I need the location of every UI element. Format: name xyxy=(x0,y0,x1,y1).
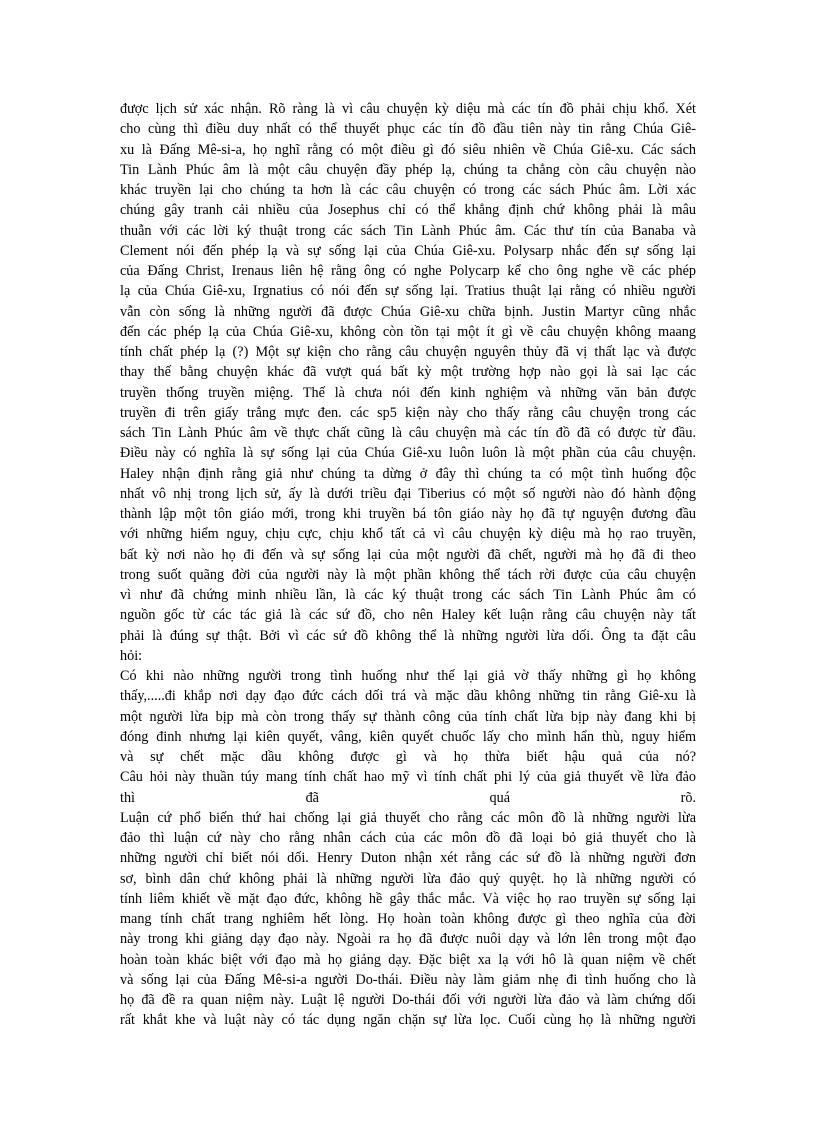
text-line: sơ, bình dân chứ không phải là những người lừa đảo quỷ quyệt. họ là những người có xyxy=(120,870,696,887)
text-line: Tin Lành Phúc âm là một câu chuyện đầy phép lạ, chúng ta chẳng còn câu chuyện nào xyxy=(120,161,696,178)
text-line: phải là đúng sự thật. Bởi vì các sứ đồ không thể là những người lừa dối. Ông ta đặt câu xyxy=(120,627,696,644)
text-line: cho cùng thì điều duy nhất có thể thuyết phục các tín đồ đầu tiên này tin rằng Chúa Giê- xyxy=(120,121,696,138)
text-line: được lịch sử xác nhận. Rõ ràng là vì câu chuyện kỳ diệu mà các tín đồ phải chịu khổ. Xét xyxy=(120,101,696,117)
text-line: truyền thống truyền miệng. Thế là chưa nói đến kinh nghiệm và những văn bản được xyxy=(120,384,696,401)
text-line: lạ của Chúa Giê-xu, Irgnatius có nói đến sự sống lại. Tratius thuật lại rằng có nhiều người xyxy=(120,283,696,300)
text-line: thì đã quá rõ. xyxy=(120,789,696,806)
text-line: này trong khi giảng dạy đạo này. Ngoài ra họ đã được nuôi dạy và lớn lên trong một đạo xyxy=(120,931,696,948)
text-line: họ đã đề ra quan niệm này. Luật lệ người Do-thái đối với người lừa đảo và làm chứng dối xyxy=(120,992,696,1008)
text-line: nhất vô nhị trong lịch sử, ấy là dưới triều đại Tiberius có một số người nào đó hành động xyxy=(120,485,696,502)
text-line: thành lập một tôn giáo mới, trong khi truyền bá tôn giáo này họ đã tự nguyện đương đầu xyxy=(120,506,696,522)
text-line: Điều này có nghĩa là sự sống lại của Chúa Giê-xu luôn luôn là một phần của câu chuyện. xyxy=(120,445,696,462)
text-line: khác truyền lại cho chúng ta hơn là các câu chuyện có trong các sách Phúc âm. Lời xác xyxy=(120,182,696,198)
text-line: Haley nhận định rằng giả như chúng ta dừng ở đây thì chúng ta có một tình huống độc xyxy=(120,465,696,482)
text-line: một người lừa bịp mà còn trong thấy sự thành công của tính chất lừa bịp này đang khi bị xyxy=(120,708,696,725)
text-line: Clement nói đến phép lạ và sự sống lại của Chúa Giê-xu. Polysarp nhắc đến sự sống lại xyxy=(120,242,696,259)
text-line: của Đấng Christ, Irenaus liên hệ rằng ông có nghe Polycarp kể cho ông nghe về các phép xyxy=(120,263,696,279)
body-text xyxy=(120,99,696,1031)
text-line: nguồn gốc từ các tác giả là các sứ đồ, cho nên Haley kết luận rằng câu chuyện này tất xyxy=(120,607,696,624)
text-line: truyền đi trên giấy trắng mực đen. các sp5 kiện này cho thấy rằng câu chuyện trong các xyxy=(120,404,696,421)
text-line: đảo thì luận cứ này cho rằng nhân cách của các môn đồ đã loại bỏ giả thuyết cho là xyxy=(120,830,696,846)
text-line: trong suốt quãng đời của người này là một phần không thể tách rời được của câu chuyện xyxy=(120,566,696,583)
text-line: và sự chết mặc dầu không được gì và họ thừa biết hậu quả của nó? xyxy=(120,749,696,765)
text-line: vẫn còn sống là những người đã được Chúa Giê-xu chữa bịnh. Justin Martyr cũng nhắc xyxy=(120,303,696,320)
text-line: xu là Đấng Mê-si-a, họ nghĩ rằng có một điều gì đó siêu nhiên về Chúa Giê-xu. Các sách xyxy=(120,141,696,158)
text-line: đến các phép lạ của Chúa Giê-xu, không còn tồn tại một ít gì về câu chuyện không maang xyxy=(120,323,696,340)
text-line: bất kỳ nơi nào họ đi đến và sự sống lại của một người đã chết, người mà họ đã đi theo xyxy=(120,546,696,563)
text-line: sách Tin Lành Phúc âm về thực chất cũng là câu chuyện mà các tín đồ đã có được từ đầu. xyxy=(120,425,696,441)
text-line: với những hiểm nguy, chịu cực, chịu khổ tất cả vì câu chuyện kỳ diệu mà họ rao truyền, xyxy=(120,526,696,543)
text-line: thay thế bằng chuyện khác đã vượt quá bất kỳ một trường hợp nào gọi là sai lạc các xyxy=(120,364,696,381)
text-line: tính liêm khiết về mặt đạo đức, không hề gây thắc mắc. Và việc họ rao truyền sự sống lại xyxy=(120,890,696,907)
text-line: tính chất phép lạ (?) Một sự kiện cho rằng câu chuyện nguyên thủy đã vị thất lạc và được xyxy=(120,344,696,360)
text-line: những người chỉ biết nói dối. Henry Duton nhận xét rằng các sứ đồ là những người đơn xyxy=(120,850,696,867)
text-line: Luận cứ phổ biến thứ hai chống lại giả thuyết cho rằng các môn đồ là những người lừa xyxy=(120,809,696,826)
text-line: Có khi nào những người trong tình huống như thế lại giả vờ thấy những gì họ không xyxy=(120,668,696,684)
text-line: và sống lại của Đấng Mê-si-a người Do-thái. Điều này làm giảm nhẹ đi tình huống cho là xyxy=(120,971,696,988)
text-line: thuẫn với các lời ký thuật trong các sách Tin Lành Phúc âm. Các thư tín của Banaba và xyxy=(120,222,696,239)
text-line: đóng đinh nhưng lại kiên quyết, vâng, kiên quyết chuốc lấy cho mình hẩn thù, nguy hiểm xyxy=(120,728,696,745)
text-line: Câu hỏi này thuần túy mang tính chất hao mỹ vì tính chất phi lý của giả thuyết về lừa đảo xyxy=(120,769,696,786)
text-line: hoàn toàn khác biệt với đạo mà họ giảng dạy. Đặc biệt xa lạ với hô là quan niệm về chết xyxy=(120,951,696,968)
text-line: vì như đã chứng minh nhiều lần, là các ký thuật trong các sách Tin Lành Phúc âm có xyxy=(120,587,696,603)
text-line: mang tính chất trang nghiêm hết lòng. Họ hoàn toàn không được gì theo nghĩa của đời xyxy=(120,911,696,927)
text-line: rất khắt khe và luật này có tác dụng ngăn chặn sự lừa lọc. Cuối cùng họ là những người xyxy=(120,1012,696,1029)
text-line: hỏi: xyxy=(120,647,143,664)
text-line: chúng gây tranh cải nhiều của Josephus chỉ có thể khẳng định chứ không phải là mâu xyxy=(120,202,696,219)
text-line: thấy,.....đi khắp nơi dạy đạo đức cách dối trá và mặc dầu không những tin rằng Giê-xu là xyxy=(120,688,696,705)
